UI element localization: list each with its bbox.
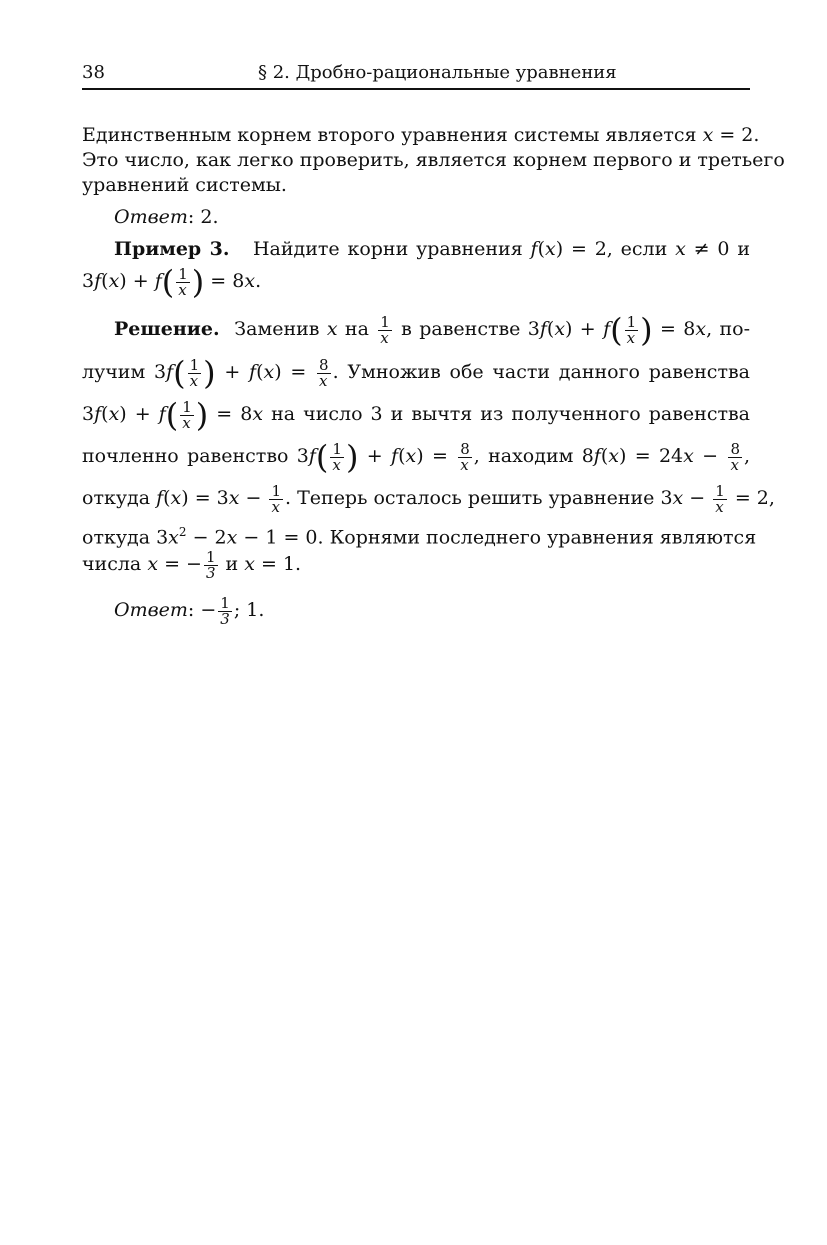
solution-line: откуда f(x) = 3x − $\frac{1}{x}$ . Теперь осталось решить уравнение 3x − $\frac{1}{x}$ = 2, <box>82 481 775 516</box>
answer-line: Ответ: − $\frac{1}{3}$ ; 1. <box>114 593 265 628</box>
solution-line: почленно равенство 3f( $\frac{1}{x}$ ) + f(x) = $\frac{8}{x}$ , находим 8f(x) = 24x − $\frac{8}{x}$ , <box>82 438 751 476</box>
paragraph-line: Это число, как легко проверить, является корнем первого и третьего <box>82 149 785 171</box>
page-header <box>82 62 750 90</box>
answer-label: Ответ <box>114 206 188 228</box>
solution-line: откуда $3x^2 - 2x - 1 = 0$. Корнями последнего уравнения являются <box>82 525 757 549</box>
page-number: 38 <box>82 62 105 83</box>
example-line: Пример 3. Найдите корни уравнения f(x) = 2, если x ≠ 0 и <box>114 238 750 260</box>
example-label: Пример 3. <box>114 238 230 260</box>
example-equation: 3f(x) + f( $\frac{1}{x}$ ) = 8x. <box>82 263 262 301</box>
paragraph-line: Единственным корнем второго уравнения системы является x = 2. <box>82 124 760 146</box>
paragraph-line: уравнений системы. <box>82 174 287 196</box>
solution-line: Решение. Заменив x на $\frac{1}{x}$ в равенстве 3f(x) + f( $\frac{1}{x}$ ) = 8x, по- <box>114 311 751 349</box>
solution-label: Решение. <box>114 318 220 340</box>
solution-line: 3f(x) + f( $\frac{1}{x}$ ) = 8x на число 3 и вычтя из полученного равенства <box>82 396 750 434</box>
running-title: § 2. Дробно-рациональные уравнения <box>258 62 617 83</box>
solution-line: числа x = − $\frac{1}{3}$ и x = 1. <box>82 547 302 582</box>
answer-label: Ответ <box>114 599 188 621</box>
solution-line: лучим 3f( $\frac{1}{x}$ ) + f(x) = $\frac{8}{x}$ . Умножив обе части данного равенства <box>82 354 750 392</box>
answer-line: Ответ: 2. <box>114 206 219 228</box>
